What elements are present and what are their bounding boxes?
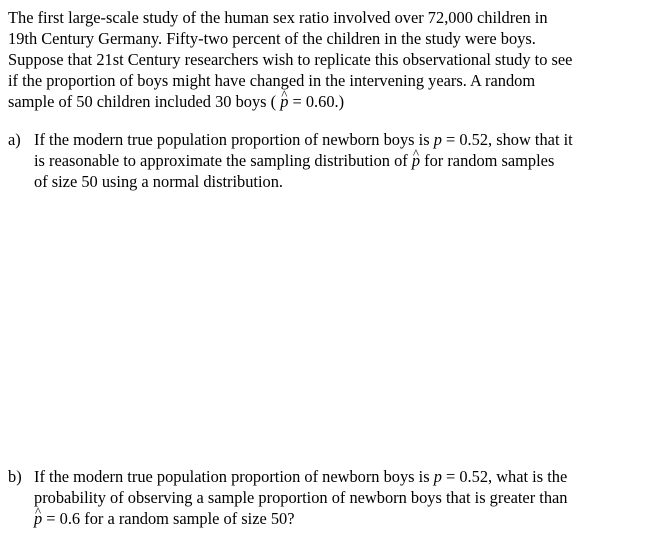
- question-a: [8, 129, 648, 192]
- p-hat-symbol: ^ p = 0.60: [280, 92, 334, 111]
- intro-line-2: 19th Century Germany. Fifty-two percent of the children in the study were boys.: [8, 29, 536, 48]
- p-hat-symbol: ^ p = 0.6: [34, 509, 80, 528]
- intro-line-3: Suppose that 21st Century researchers wish to replicate this observational study to see: [8, 50, 573, 69]
- intro-line-5: [8, 91, 648, 112]
- question-b-line-1: If the modern true population proportion of newborn boys is p = 0.52, what is the: [34, 467, 568, 486]
- question-a-body: [34, 129, 648, 192]
- question-a-line-3: of size 50 using a normal distribution.: [34, 172, 284, 191]
- p-symbol: p = 0.52: [433, 467, 489, 486]
- intro-line-5-text: sample of 50 children included 30 boys (: [8, 92, 277, 111]
- p-hat-symbol: ^ p: [412, 151, 420, 170]
- question-b-line-2: probability of observing a sample proportion of newborn boys that is greater than: [34, 488, 568, 507]
- intro-line-5-end: .): [334, 92, 345, 111]
- question-b-line-3: ^ p = 0.6 for a random sample of size 50?: [34, 508, 648, 529]
- question-a-line-1: If the modern true population proportion of newborn boys is p = 0.52, show that it: [34, 130, 573, 149]
- intro-paragraph: [8, 7, 648, 112]
- intro-line-1: The first large-scale study of the human sex ratio involved over 72,000 children in: [8, 8, 548, 27]
- p-symbol: p = 0.52: [433, 130, 489, 149]
- question-b-body: [34, 466, 648, 529]
- question-b: [8, 466, 648, 529]
- intro-line-4: if the proportion of boys might have changed in the intervening years. A random: [8, 71, 536, 90]
- question-a-line-2: is reasonable to approximate the sampling distribution of ^ p for random samples: [34, 150, 648, 171]
- question-a-marker: a): [8, 130, 21, 149]
- question-b-marker: b): [8, 467, 22, 486]
